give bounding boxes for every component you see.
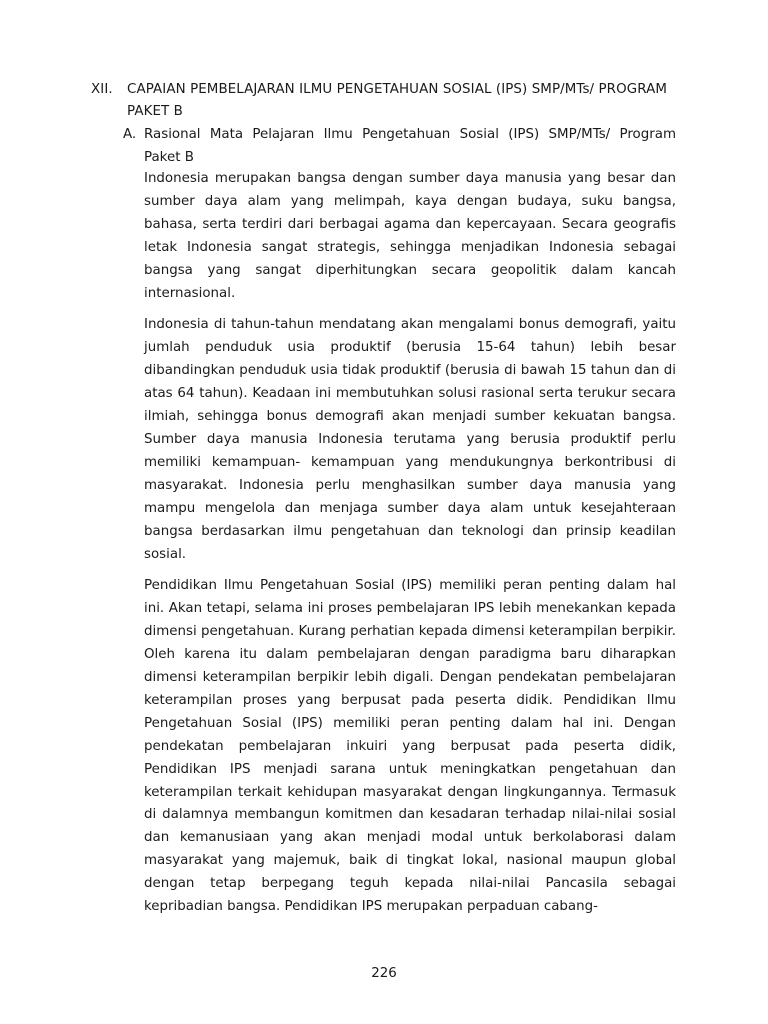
section-letter: A. xyxy=(123,127,137,142)
paragraph: Pendidikan Ilmu Pengetahuan Sosial (IPS) memiliki peran penting dalam hal ini. Akan tetapi, selama ini proses pembelajaran IPS lebih menekankan kepada dimensi pengetahuan. Kurang perhatian kepada dimensi keterampilan berpikir. Oleh karena itu dalam pembelajaran dengan paradigma baru diharapkan dimensi keterampilan berpikir lebih digali. Dengan pendekatan pembelajaran keterampilan proses yang berpusat pada peserta didik. Pendidikan Ilmu Pengetahuan Sosial (IPS) memiliki peran penting dalam hal ini. Dengan pendekatan pembelajaran inkuiri yang berpusat pada peserta didik, Pendidikan IPS menjadi sarana untuk meningkatkan pengetahuan dan keterampilan terkait kehidupan masyarakat dengan lingkungannya. Termasuk di dalamnya membangun komitmen dan kesadaran terhadap nilai-nilai sosial dan kemanusiaan yang akan menjadi modal untuk berkolaborasi dalam masyarakat yang majemuk, baik di tingkat lokal, nasional maupun global dengan tetap berpegang teguh kepada nilai-nilai Pancasila sebagai kepribadian bangsa. Pendidikan IPS merupakan perpaduan cabang- xyxy=(144,578,676,915)
paragraph: Indonesia merupakan bangsa dengan sumber daya manusia yang besar dan sumber daya alam yang melimpah, kaya dengan budaya, suku bangsa, bahasa, serta terdiri dari berbagai agama dan kepercayaan. Secara geografis letak Indonesia sangat strategis, sehingga menjadikan Indonesia sebagai bangsa yang sangat diperhitungkan secara geopolitik dalam kancah internasional. xyxy=(144,171,676,301)
chapter-number: XII. xyxy=(91,82,113,97)
paragraph: Indonesia di tahun-tahun mendatang akan mengalami bonus demografi, yaitu jumlah penduduk usia produktif (berusia 15-64 tahun) lebih besar dibandingkan penduduk usia tidak produktif (berusia di bawah 15 tahun dan di atas 64 tahun). Keadaan ini membutuhkan solusi rasional serta terukur secara ilmiah, sehingga bonus demografi akan menjadi sumber kekuatan bangsa. Sumber daya manusia Indonesia terutama yang berusia produktif perlu memiliki kemampuan- kemampuan yang mendukungnya berkontribusi di masyarakat. Indonesia perlu menghasilkan sumber daya manusia yang mampu mengelola dan menjaga sumber daya alam untuk kesejahteraan bangsa berdasarkan ilmu pengetahuan dan teknologi dan prinsip keadilan sosial. xyxy=(144,317,676,562)
chapter-title: CAPAIAN PEMBELAJARAN ILMU PENGETAHUAN SOSIAL (IPS) SMP/MTs/ PROGRAM PAKET B xyxy=(127,82,667,119)
page-number: 226 xyxy=(371,966,397,981)
section-body xyxy=(144,168,676,928)
section-title: Rasional Mata Pelajaran Ilmu Pengetahuan Sosial (IPS) SMP/MTs/ Program Paket B xyxy=(144,127,676,165)
